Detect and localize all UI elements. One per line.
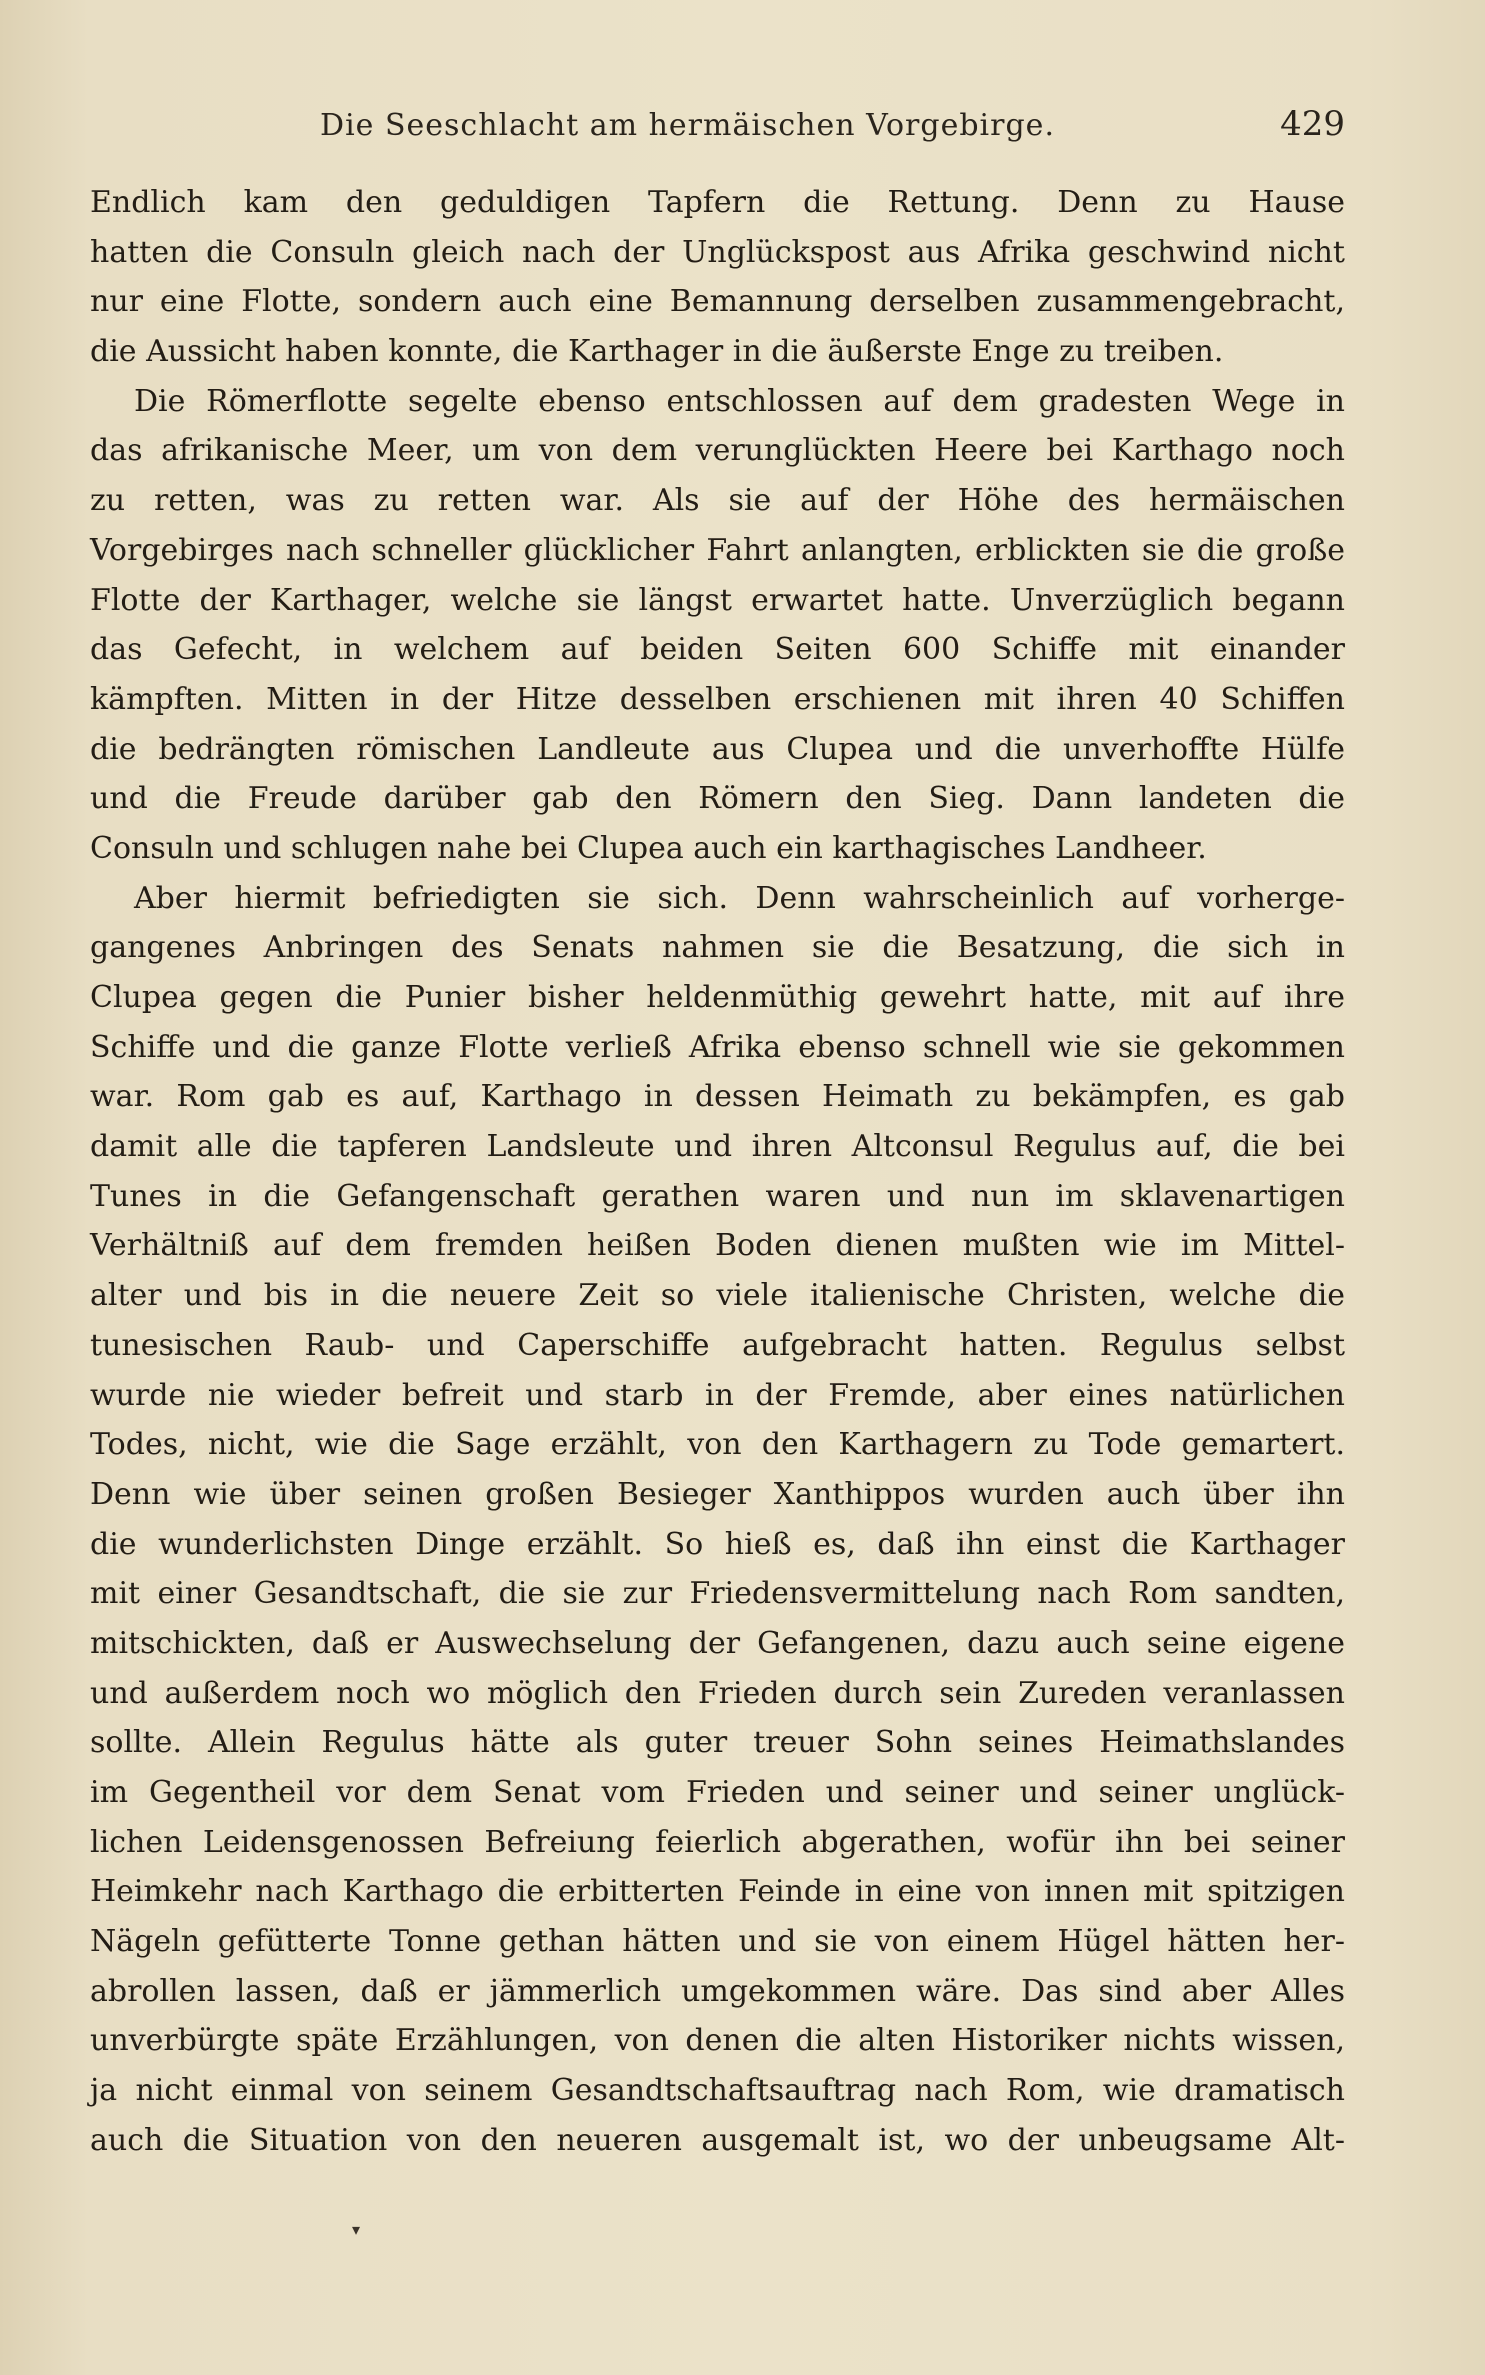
page-number: 429 xyxy=(1280,104,1345,144)
text-line: das Gefecht, in welchem auf beiden Seiten 600 Schiffe mit einander xyxy=(90,632,1345,668)
text-line: abrollen lassen, daß er jämmerlich umgekommen wäre. Das sind aber Alles xyxy=(90,1973,1345,2009)
text-line: Schiffe und die ganze Flotte verließ Afrika ebenso schnell wie sie gekommen xyxy=(90,1029,1345,1065)
text-line: ja nicht einmal von seinem Gesandtschaftsauftrag nach Rom, wie dramatisch xyxy=(90,2073,1345,2109)
text-line: mitschickten, daß er Auswechselung der Gefangenen, dazu auch seine eigene xyxy=(90,1625,1345,1661)
text-line: Nägeln gefütterte Tonne gethan hätten und sie von einem Hügel hätten her- xyxy=(90,1924,1345,1960)
text-line: mit einer Gesandtschaft, die sie zur Friedensvermittelung nach Rom sandten, xyxy=(90,1576,1345,1612)
running-title: Die Seeschlacht am hermäischen Vorgebirge. xyxy=(320,108,1055,143)
text-line: im Gegentheil vor dem Senat vom Frieden und seiner und seiner unglück- xyxy=(90,1775,1345,1810)
text-line: war. Rom gab es auf, Karthago in dessen Heimath zu bekämpfen, es gab xyxy=(90,1079,1345,1115)
text-line: Clupea gegen die Punier bisher heldenmüthig gewehrt hatte, mit auf ihre xyxy=(90,980,1345,1015)
text-line: hatten die Consuln gleich nach der Unglückspost aus Afrika geschwind nicht xyxy=(90,234,1345,270)
text-line: Verhältniß auf dem fremden heißen Boden dienen mußten wie im Mittel- xyxy=(90,1228,1345,1264)
text-line: auch die Situation von den neueren ausgemalt ist, wo der unbeugsame Alt- xyxy=(90,2122,1345,2158)
text-line: und die Freude darüber gab den Römern den Sieg. Dann landeten die xyxy=(90,781,1345,817)
text-line: zu retten, was zu retten war. Als sie auf der Höhe des hermäischen xyxy=(90,483,1345,519)
text-line: die wunderlichsten Dinge erzählt. So hieß es, daß ihn einst die Karthager xyxy=(90,1526,1345,1562)
text-line: und außerdem noch wo möglich den Frieden durch sein Zureden veranlassen xyxy=(90,1675,1345,1711)
text-line: sollte. Allein Regulus hätte als guter treuer Sohn seines Heimathslandes xyxy=(90,1725,1345,1761)
body-text xyxy=(90,178,1345,2166)
text-line: Heimkehr nach Karthago die erbitterten Feinde in eine von innen mit spitzigen xyxy=(90,1874,1345,1910)
text-line: unverbürgte späte Erzählungen, von denen die alten Historiker nichts wissen, xyxy=(90,2023,1345,2059)
text-line: Consuln und schlugen nahe bei Clupea auch ein karthagisches Landheer. xyxy=(90,830,1207,866)
text-line: Tunes in die Gefangenschaft gerathen waren und nun im sklavenartigen xyxy=(90,1178,1345,1214)
text-line: alter und bis in die neuere Zeit so viele italienische Christen, welche die xyxy=(90,1278,1345,1314)
text-line: wurde nie wieder befreit und starb in der Fremde, aber eines natürlichen xyxy=(90,1377,1345,1413)
page-header xyxy=(120,100,1345,160)
text-line: die bedrängten römischen Landleute aus Clupea und die unverhoffte Hülfe xyxy=(90,731,1345,767)
text-line: kämpften. Mitten in der Hitze desselben erschienen mit ihren 40 Schiffen xyxy=(90,681,1345,717)
text-line: Flotte der Karthager, welche sie längst erwartet hatte. Unverzüglich begann xyxy=(90,582,1345,618)
text-line: Denn wie über seinen großen Besieger Xanthippos wurden auch über ihn xyxy=(90,1476,1345,1512)
text-line: die Aussicht haben konnte, die Karthager in die äußerste Enge zu treiben. xyxy=(90,334,1224,370)
text-line: das afrikanische Meer, um von dem verunglückten Heere bei Karthago noch xyxy=(90,433,1345,469)
text-line: tunesischen Raub- und Caperschiffe aufgebracht hatten. Regulus selbst xyxy=(90,1327,1345,1363)
text-line: Die Römerflotte segelte ebenso entschlossen auf dem gradesten Wege in xyxy=(134,383,1345,419)
text-line: Aber hiermit befriedigten sie sich. Denn wahrscheinlich auf vorherge- xyxy=(134,880,1345,916)
text-line: damit alle die tapferen Landsleute und ihren Altconsul Regulus auf, die bei xyxy=(90,1129,1345,1165)
text-line: Endlich kam den geduldigen Tapfern die Rettung. Denn zu Hause xyxy=(90,185,1345,220)
text-line: lichen Leidensgenossen Befreiung feierlich abgerathen, wofür ihn bei seiner xyxy=(90,1824,1345,1860)
text-line: gangenes Anbringen des Senats nahmen sie die Besatzung, die sich in xyxy=(90,930,1345,966)
text-line: Vorgebirges nach schneller glücklicher Fahrt anlangten, erblickten sie die große xyxy=(90,532,1345,568)
text-line: nur eine Flotte, sondern auch eine Bemannung derselben zusammengebracht, xyxy=(90,284,1345,320)
printer-mark: ▾ xyxy=(352,2220,361,2239)
text-line: Todes, nicht, wie die Sage erzählt, von den Karthagern zu Tode gemartert. xyxy=(90,1427,1345,1463)
